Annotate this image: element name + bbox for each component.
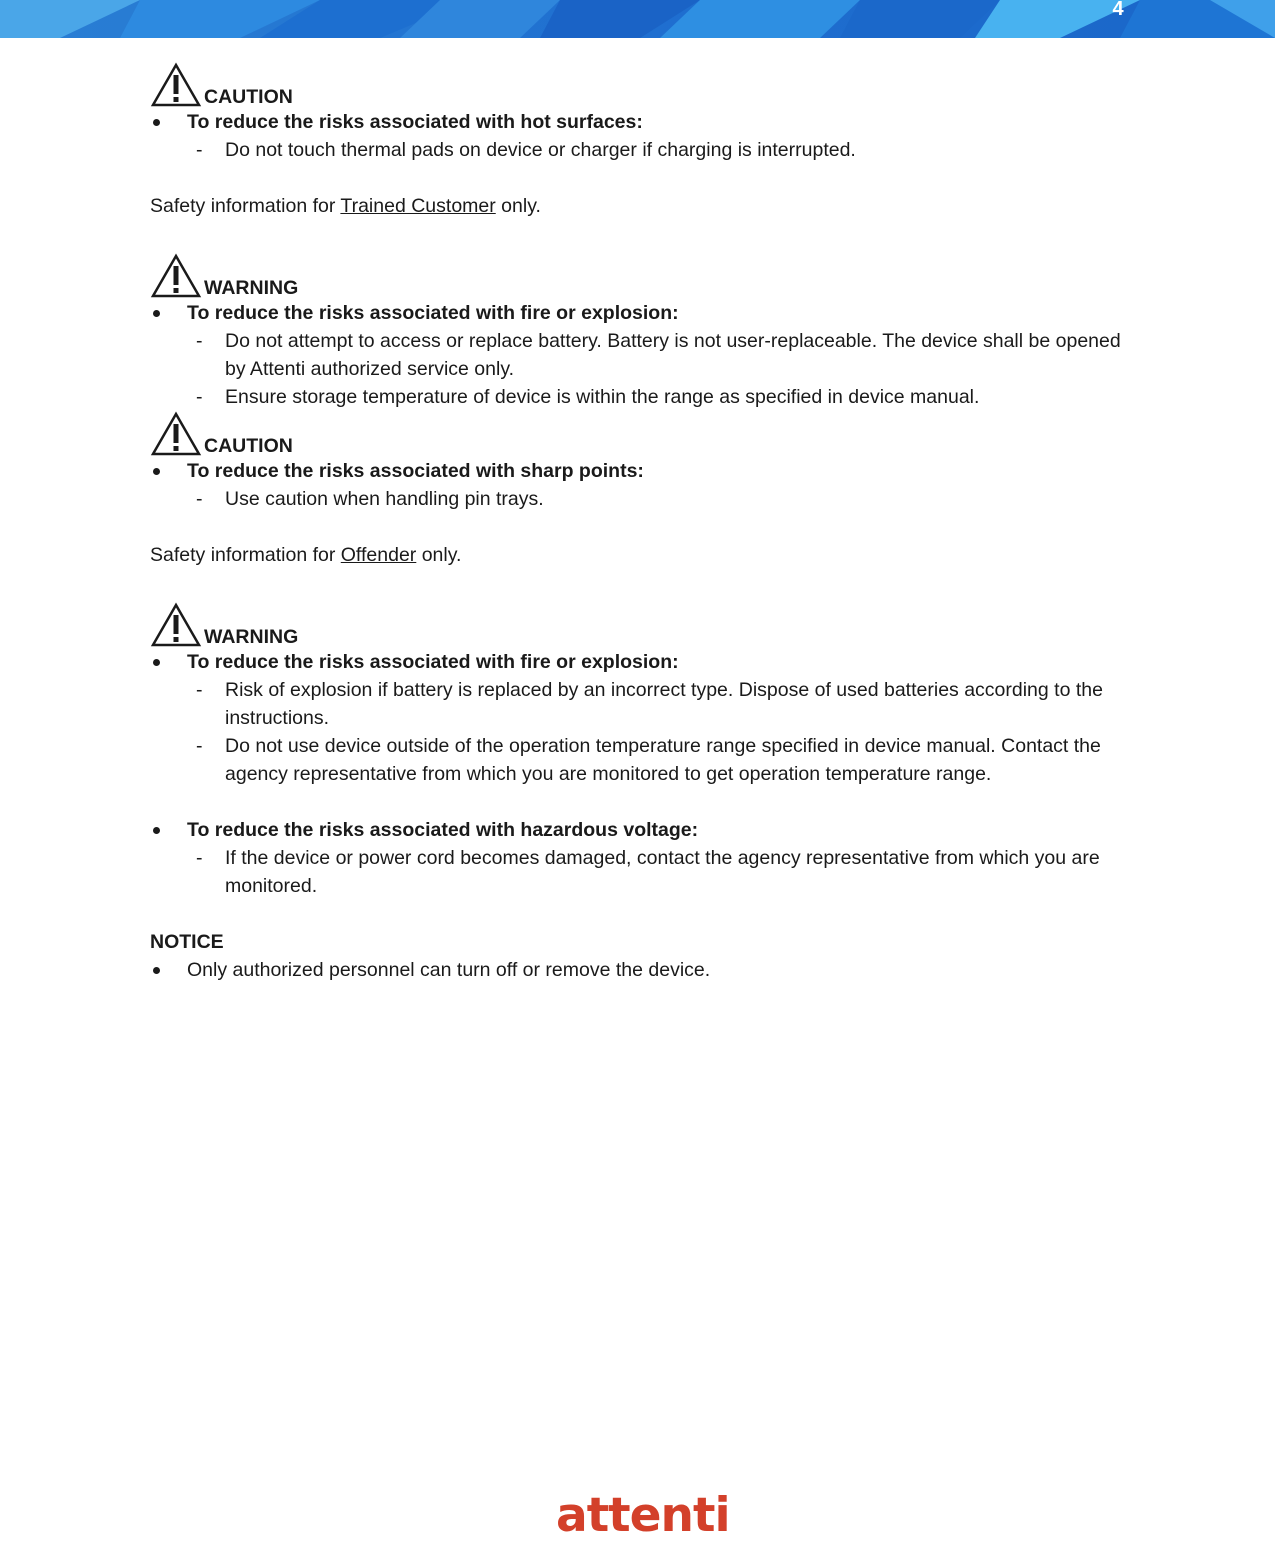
warning-heading xyxy=(150,253,1125,299)
document-body xyxy=(150,62,1125,984)
warning-heading xyxy=(150,602,1125,648)
risk-item: - Do not attempt to access or replace battery. Battery is not user-replaceable. The device shall be opened by Attenti authorized service only. xyxy=(150,327,1125,383)
alert-label: CAUTION xyxy=(204,86,293,108)
attenti-logo: attenti xyxy=(556,1488,730,1543)
audience-link[interactable]: Offender xyxy=(340,544,417,566)
risk-item: - If the device or power cord becomes damaged, contact the agency representative from which you are monitored. xyxy=(150,844,1125,900)
header-band-graphic xyxy=(0,0,1275,38)
warning-triangle-icon xyxy=(150,253,202,299)
risk-item: - Do not touch thermal pads on device or charger if charging is interrupted. xyxy=(150,136,1125,164)
risk-item: - Do not use device outside of the operation temperature range specified in device manual. Contact the agency representative from which you are monitored to get operation temperature range. xyxy=(150,732,1125,788)
audience-link[interactable]: Trained Customer xyxy=(340,195,496,217)
caution-heading xyxy=(150,62,1125,108)
page-number: 4 xyxy=(1112,0,1124,20)
notice-heading: NOTICE xyxy=(150,931,224,953)
risk-item: - Ensure storage temperature of device is within the range as specified in device manual. xyxy=(150,383,1125,411)
alert-label: WARNING xyxy=(204,277,299,299)
risk-heading: To reduce the risks associated with fire or explosion: xyxy=(150,648,1125,676)
risk-heading: To reduce the risks associated with sharp points: xyxy=(150,457,1125,485)
alert-label: WARNING xyxy=(204,626,299,648)
alert-label: CAUTION xyxy=(204,435,293,457)
warning-triangle-icon xyxy=(150,411,202,457)
header-band xyxy=(0,0,1275,38)
section-intro-offender: Safety information for Offender only. xyxy=(150,544,462,566)
risk-heading: To reduce the risks associated with fire or explosion: xyxy=(150,299,1125,327)
risk-item: - Use caution when handling pin trays. xyxy=(150,485,1125,513)
caution-heading xyxy=(150,411,1125,457)
warning-triangle-icon xyxy=(150,602,202,648)
section-intro-trained: Safety information for Trained Customer only. xyxy=(150,195,541,217)
risk-heading: To reduce the risks associated with hot surfaces: xyxy=(150,108,1125,136)
warning-triangle-icon xyxy=(150,62,202,108)
notice-item: Only authorized personnel can turn off or remove the device. xyxy=(150,956,1125,984)
risk-heading: To reduce the risks associated with hazardous voltage: xyxy=(150,816,1125,844)
risk-item: - Risk of explosion if battery is replaced by an incorrect type. Dispose of used batteries according to the instructions. xyxy=(150,676,1125,732)
